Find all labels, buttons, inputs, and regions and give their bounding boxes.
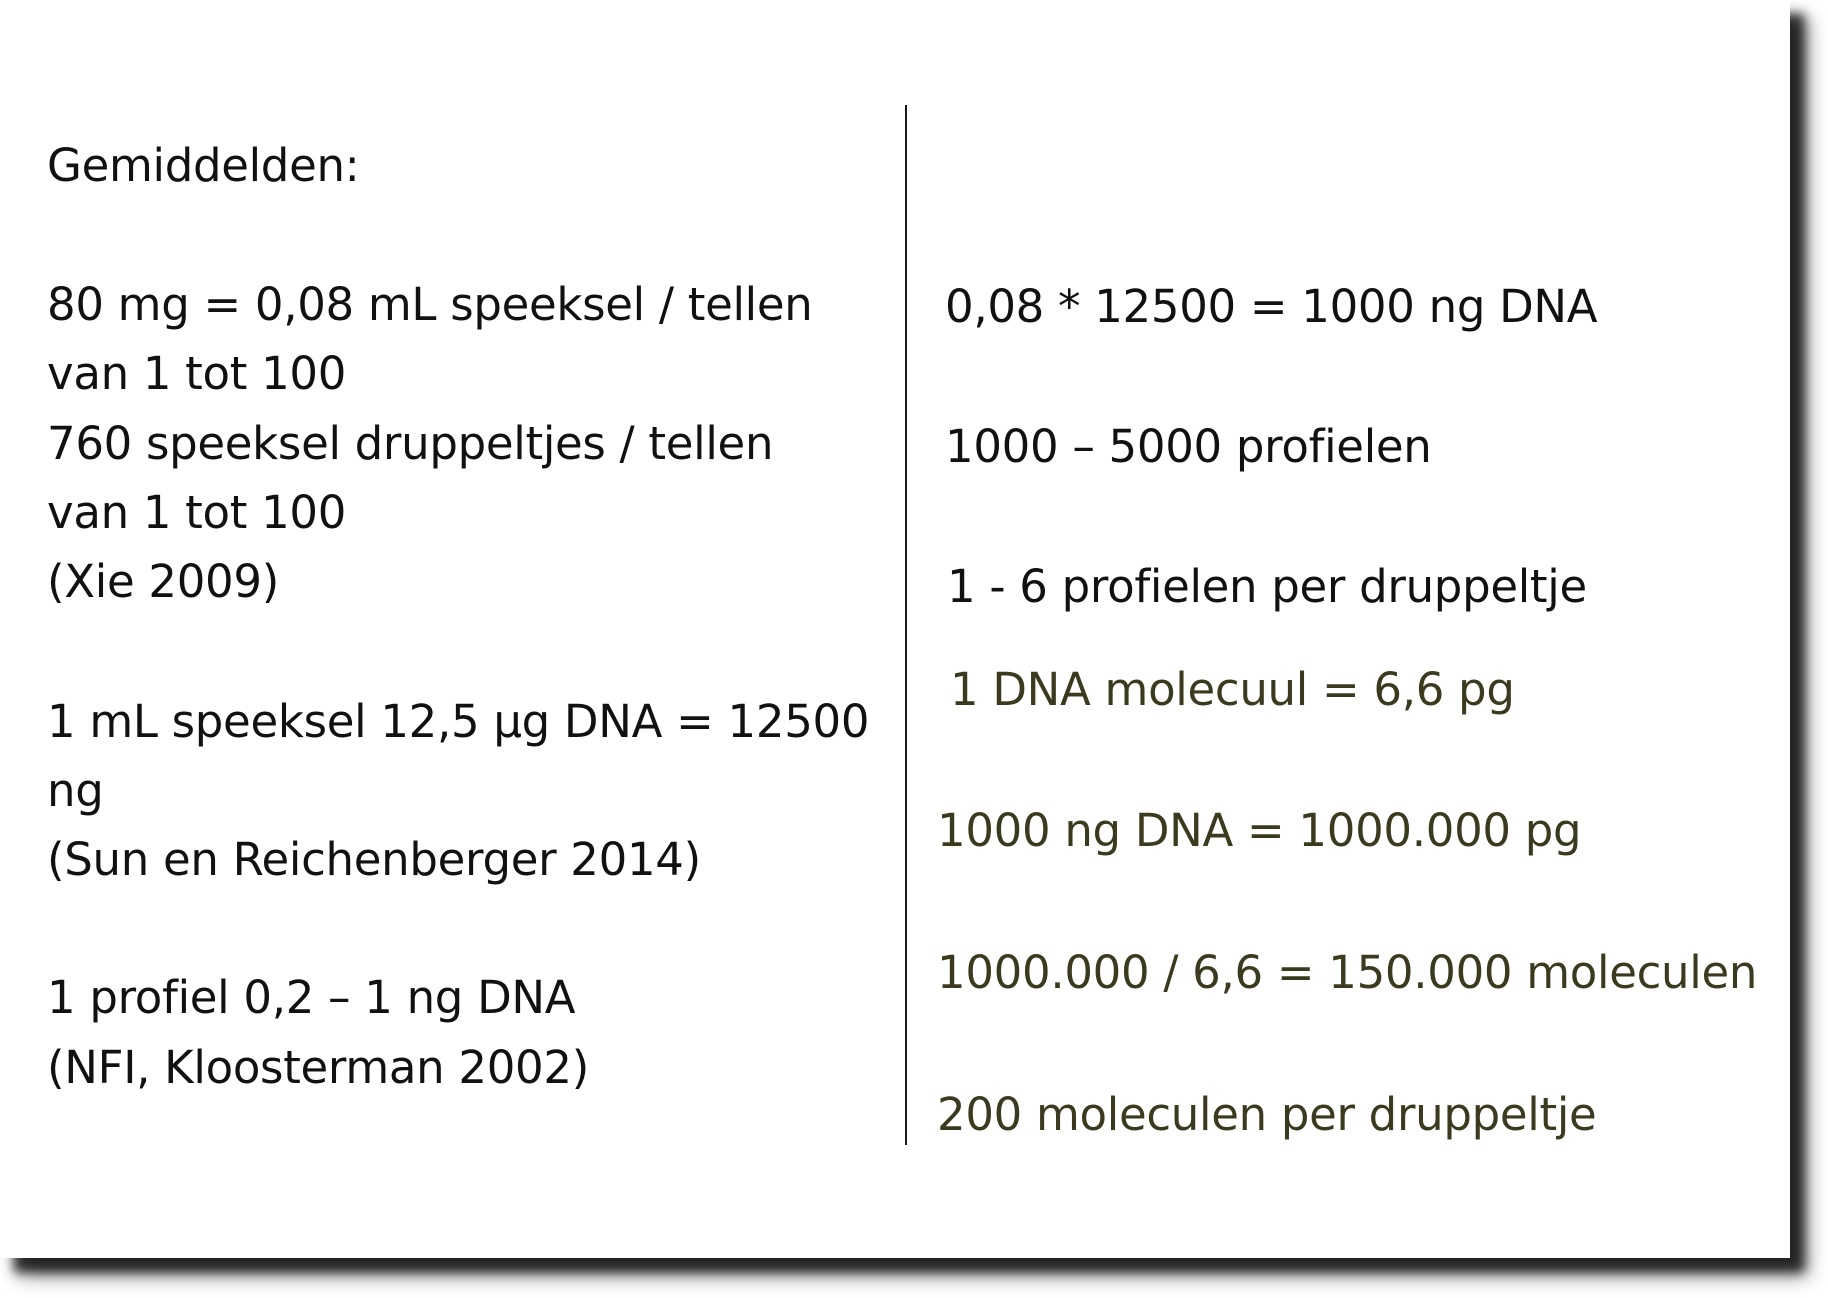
right-line-3: 1 - 6 profielen per druppeltje	[947, 560, 1587, 613]
left-line-7: ng	[47, 764, 104, 817]
left-line-4: van 1 tot 100	[47, 486, 347, 539]
right-line-4: 1 DNA molecuul = 6,6 pg	[950, 663, 1515, 716]
right-line-5: 1000 ng DNA = 1000.000 pg	[937, 804, 1582, 857]
left-line-1: 80 mg = 0,08 mL speeksel / tellen	[47, 278, 813, 331]
right-line-1: 0,08 * 12500 = 1000 ng DNA	[945, 280, 1598, 333]
column-divider	[905, 105, 907, 1145]
left-line-6: 1 mL speeksel 12,5 µg DNA = 12500	[47, 695, 870, 748]
left-line-5: (Xie 2009)	[47, 555, 279, 608]
left-line-2: van 1 tot 100	[47, 347, 347, 400]
left-line-3: 760 speeksel druppeltjes / tellen	[47, 417, 774, 470]
left-line-10: (NFI, Kloosterman 2002)	[47, 1041, 589, 1094]
right-line-2: 1000 – 5000 profielen	[945, 420, 1432, 473]
left-line-8: (Sun en Reichenberger 2014)	[47, 833, 701, 886]
right-line-7: 200 moleculen per druppeltje	[937, 1088, 1597, 1141]
right-line-6: 1000.000 / 6,6 = 150.000 moleculen	[937, 946, 1758, 999]
heading-averages: Gemiddelden:	[47, 139, 360, 192]
left-line-9: 1 profiel 0,2 – 1 ng DNA	[47, 971, 576, 1024]
